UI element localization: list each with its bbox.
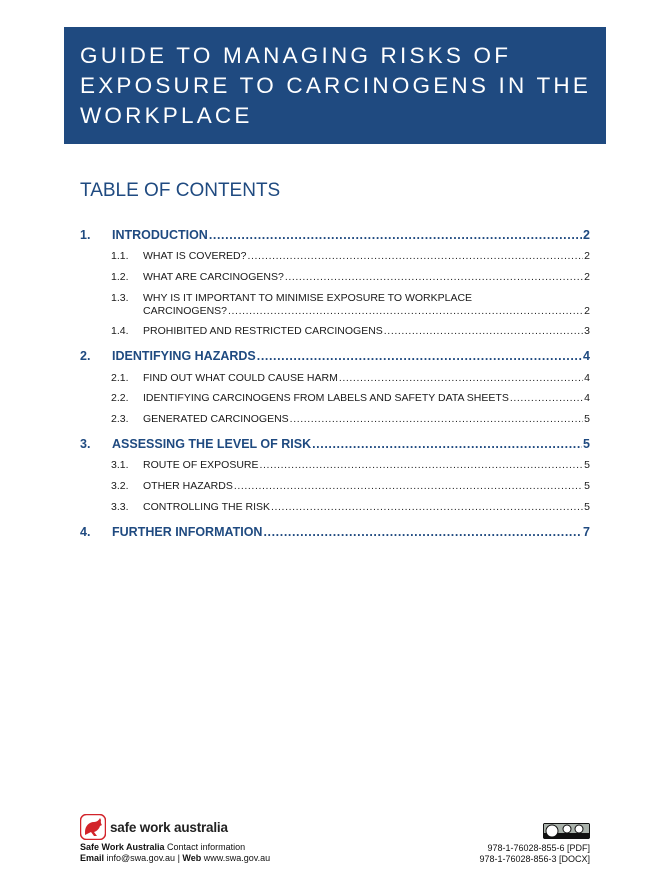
toc-leader [384, 325, 583, 337]
toc-page: 2 [584, 305, 590, 317]
toc-title: IDENTIFYING HAZARDS [112, 349, 256, 363]
toc-entry-labels-sds[interactable] [80, 392, 590, 404]
toc-leader [339, 372, 583, 384]
isbn-block [479, 843, 590, 864]
toc-title: CONTROLLING THE RISK [143, 501, 270, 513]
toc-page: 7 [583, 525, 590, 539]
toc-leader [228, 305, 583, 317]
toc-leader [510, 392, 583, 404]
toc-title-continued: CARCINOGENS? [143, 305, 228, 317]
toc-page: 2 [583, 228, 590, 242]
toc-entry-what-are-carcinogens[interactable] [80, 271, 590, 283]
toc-leader [285, 271, 583, 283]
toc-entry-assessing-risk[interactable] [80, 437, 590, 451]
toc-entry-other-hazards[interactable] [80, 480, 590, 492]
toc-title: ASSESSING THE LEVEL OF RISK [112, 437, 312, 451]
toc-number: 2.2. [111, 392, 129, 404]
contact-label: Contact information [167, 842, 246, 852]
toc-number: 3.3. [111, 501, 129, 513]
toc-number: 4. [80, 525, 91, 539]
toc-number: 2.1. [111, 372, 129, 384]
toc-entry-generated-carcinogens[interactable] [80, 413, 590, 425]
footer-contact-line-1 [80, 842, 270, 853]
web-label: Web [182, 853, 202, 863]
toc-leader [290, 413, 583, 425]
toc-heading: TABLE OF CONTENTS [80, 180, 281, 201]
toc-page: 2 [584, 271, 590, 283]
toc-page: 5 [583, 437, 590, 451]
footer-contact-line-2 [80, 853, 270, 864]
toc-number: 1.2. [111, 271, 129, 283]
title-line-2: EXPOSURE TO CARCINOGENS IN THE [80, 73, 592, 98]
toc-leader [209, 228, 582, 242]
toc-page: 4 [583, 349, 590, 363]
toc-page: 2 [584, 250, 590, 262]
toc-number: 3. [80, 437, 91, 451]
org-name: Safe Work Australia [80, 842, 165, 852]
toc-title: WHAT IS COVERED? [143, 250, 247, 262]
logo-text: safe work australia [110, 819, 228, 835]
toc-number: 1.3. [111, 292, 129, 304]
toc-leader [312, 437, 582, 451]
toc-leader [260, 459, 584, 471]
toc-entry-route-of-exposure[interactable] [80, 459, 590, 471]
toc-page: 3 [584, 325, 590, 337]
toc-title-continued-line [143, 305, 590, 317]
title-line-1: GUIDE TO MANAGING RISKS OF [80, 43, 512, 68]
toc-entry-controlling-risk[interactable] [80, 501, 590, 513]
footer-contact [80, 842, 270, 864]
title-line-3: WORKPLACE [80, 103, 253, 128]
isbn-pdf: 978-1-76028-855-6 [PDF] [487, 843, 590, 853]
toc-leader [257, 349, 582, 363]
toc-entry-identifying-hazards[interactable] [80, 349, 590, 363]
toc-leader [234, 480, 583, 492]
toc-title: IDENTIFYING CARCINOGENS FROM LABELS AND SAFETY DATA SHEETS [143, 392, 509, 404]
web-link[interactable]: www.swa.gov.au [203, 853, 271, 863]
toc-leader [247, 250, 583, 262]
toc-title: FIND OUT WHAT COULD CAUSE HARM [143, 372, 338, 384]
toc-page: 4 [584, 372, 590, 384]
toc-title: WHAT ARE CARCINOGENS? [143, 271, 284, 283]
toc-title: WHY IS IT IMPORTANT TO MINIMISE EXPOSURE TO WORKPLACE [143, 292, 473, 304]
isbn-docx: 978-1-76028-856-3 [DOCX] [479, 853, 590, 864]
toc-page: 5 [584, 480, 590, 492]
toc-number: 1. [80, 228, 91, 242]
toc-entry-prohibited-restricted[interactable] [80, 325, 590, 337]
toc-page: 5 [584, 413, 590, 425]
toc-number: 1.4. [111, 325, 129, 337]
toc-number: 3.2. [111, 480, 129, 492]
toc-number: 2. [80, 349, 91, 363]
kangaroo-logo-icon [80, 814, 106, 840]
email-link[interactable]: info@swa.gov.au [106, 853, 176, 863]
toc-entry-further-information[interactable] [80, 525, 590, 539]
toc-page: 4 [584, 392, 590, 404]
swa-logo [80, 814, 228, 840]
toc-number: 3.1. [111, 459, 129, 471]
creative-commons-icon [543, 823, 590, 839]
email-label: Email [80, 853, 105, 863]
toc-title: FURTHER INFORMATION [112, 525, 263, 539]
toc-title: ROUTE OF EXPOSURE [143, 459, 259, 471]
toc-entry-find-out-harm[interactable] [80, 372, 590, 384]
toc-title: INTRODUCTION [112, 228, 208, 242]
toc-entry-introduction[interactable] [80, 228, 590, 242]
toc-title: GENERATED CARCINOGENS [143, 413, 289, 425]
title-banner [64, 27, 606, 144]
toc-page: 5 [584, 501, 590, 513]
toc-leader [271, 501, 583, 513]
separator: | [177, 853, 180, 863]
toc-leader [263, 525, 582, 539]
toc-page: 5 [584, 459, 590, 471]
toc-title: OTHER HAZARDS [143, 480, 233, 492]
toc-title: PROHIBITED AND RESTRICTED CARCINOGENS [143, 325, 383, 337]
toc-number: 2.3. [111, 413, 129, 425]
toc-number: 1.1. [111, 250, 129, 262]
toc-entry-what-is-covered[interactable] [80, 250, 590, 262]
